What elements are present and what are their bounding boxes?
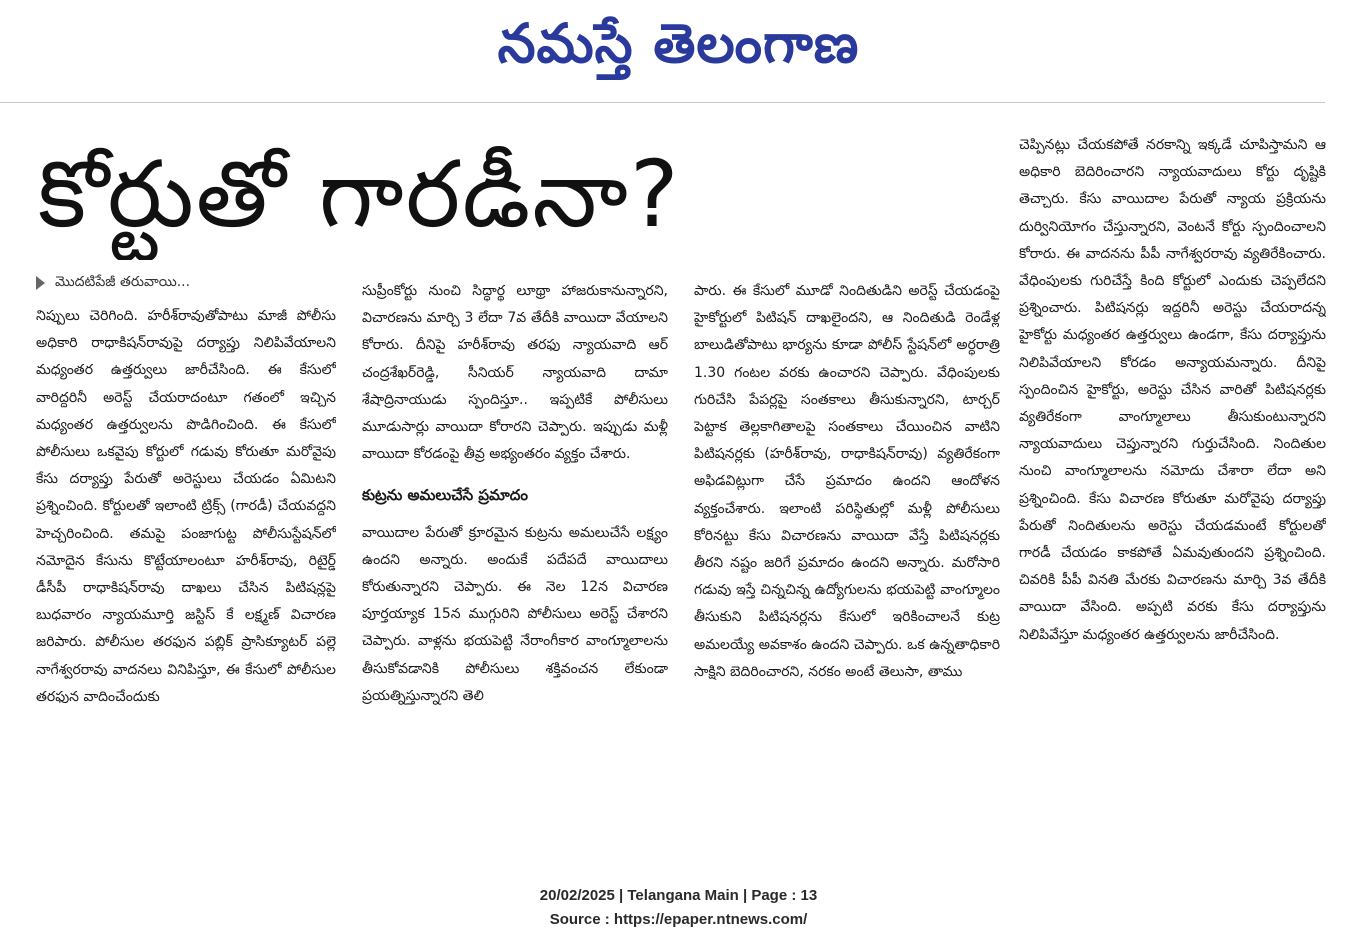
kicker-label: మొదటిపేజీ తరువాయి... xyxy=(55,273,191,290)
newspaper-title: నమస్తే తెలంగాణ xyxy=(497,11,860,75)
article-paragraph: వాయిదాల పేరుతో క్రూరమైన కుట్రను అమలుచేసే లక్ష్యం ఉందని అన్నారు. అందుకే పదేపదే వాయిదాలు కోరుతున్నారని చెప్పారు. ఈ నెల 12న విచారణ పూర్తయ్యాక 15న ముగ్గురిని పోలీసులు అరెస్ట్ చేశారని చెప్పారు. వాళ్లను భయపెట్టి నేరాంగీకార వాంగ్మూలాలను తీసుకోవడానికి పోలీసులు శక్తివంచన లేకుండా ప్రయత్నిస్తున్నారని తెలి xyxy=(362,524,668,704)
article-paragraph: పారు. ఈ కేసులో మూడో నిందితుడిని అరెస్ట్ చేయడంపై హైకోర్టులో పిటిషన్ దాఖలైందని, ఆ నిందితుడి రెండేళ్ల బాలుడితోపాటు భార్యను కూడా పోలీస్ స్టేషన్‌లో అర్ధరాత్రి 1.30 గంటల వరకు ఉంచారని చెప్పారు. వేధింపులకు గురిచేసి పేపర్లపై సంతకాలు తీసుకున్నారని, టార్చర్ పెట్టాక తెల్లకాగితాలపై సంతకాలు చేయించిన వాటిని పిటిషనర్లకు (హరీశ్‌రావు, రాధాకిషన్‌రావు) వ్యతిరేకంగా అఫిడవిట్లుగా చేసే ప్రమాదం ఉందని ఆందోళన వ్యక్తంచేశారు. ఇలాంటి పరిస్థితుల్లో మళ్లీ పోలీసులు కోరినట్టు కేసు విచారణను వాయిదా వేస్తే పిటిషనర్లకు తీరని నష్టం జరిగే ప్రమాదం ఉందని అన్నారు. మరోసారి గడువు ఇస్తే చిన్నచిన్న ఉద్యోగులను భయపెట్టి వాంగ్మూలం తీసుకుని పిటిషనర్లను కేసులో ఇరికించాలనే కుట్ర అమలయ్యే అవకాశం ఉందని చెప్పారు. ఒక ఉన్నతాధికారి సాక్షిని బెదిరించారని, నరకం అంటే తెలుసా, తాము xyxy=(694,283,1000,680)
masthead-divider xyxy=(0,102,1325,103)
footer-edition-info: 20/02/2025 | Telangana Main | Page : 13 xyxy=(539,887,818,904)
article-column-1 xyxy=(36,303,336,803)
article-paragraph: నిప్పులు చెరిగింది. హరీశ్‌రావుతోపాటు మాజీ పోలీసు అధికారి రాధాకిషన్‌రావుపై దర్యాప్తు నిలిపివేయాలని మధ్యంతర ఉత్తర్వులు జారీచేసింది. ఈ కేసులో వారిద్దరినీ అరెస్ట్ చేయరాదంటూ గతంలో ఇచ్చిన మధ్యంతర ఉత్తర్వులను పొడిగించింది. ఈ కేసులో పోలీసులు ఒకవైపు కోర్టులో గడువు కోరుతూ మరోవైపు కేసు దర్యాప్తు పేరుతో అరెస్టులు చేయడం ఏమిటని ప్రశ్నించింది. కోర్టులతో ఇలాంటి ట్రిక్స్ (గారడీ) చేయవద్దని హెచ్చరించింది. తమపై పంజాగుట్ట పోలీసుస్టేషన్‌లో నమోదైన కేసును కొట్టేయాలంటూ హరీశ్‌రావు, రిటైర్డ్ డీసీపీ రాధాకిషన్‌రావు దాఖలు చేసిన పిటిషన్లపై బుధవారం న్యాయమూర్తి జస్టిస్ కే లక్ష్మణ్ విచారణ జరిపారు. పోలీసుల తరఫున పబ్లిక్ ప్రాసిక్యూటర్ పల్లె నాగేశ్వరరావు వాదనలు వినిపిస్తూ, ఈ కేసులో పోలీసుల తరఫున వాదించేందుకు xyxy=(36,308,336,705)
continuation-kicker xyxy=(36,268,336,298)
chevron-right-icon xyxy=(36,276,45,290)
masthead xyxy=(0,0,1357,100)
article-headline: కోర్టుతో గారడీనా? xyxy=(38,141,681,248)
article-column-3 xyxy=(694,278,1000,808)
footer-source: Source : https://epaper.ntnews.com/ xyxy=(549,911,808,928)
article-paragraph: సుప్రీంకోర్టు నుంచి సిద్ధార్థ లూథ్రా హాజరుకానున్నారని, విచారణను మార్చి 3 లేదా 7వ తేదీకి వాయిదా వేయాలని కోరారు. దీనిపై హరీశ్‌రావు తరఫు న్యాయవాది ఆర్ చంద్రశేఖర్‌రెడ్డి, సీనియర్ న్యాయవాది దామా శేషాద్రినాయుడు స్పందిస్తూ.. ఇప్పటికే పోలీసులు మూడుసార్లు వాయిదా కోరారని చెప్పారు. ఇప్పుడు మళ్లీ వాయిదా కోరడంపై తీవ్ర అభ్యంతరం వ్యక్తం చేశారు. xyxy=(362,283,668,463)
article-column-4 xyxy=(1019,132,1326,812)
article-subheading: కుట్రను అమలుచేసే ప్రమాదం xyxy=(362,486,528,505)
article-paragraph: చెప్పినట్లు చేయకపోతే నరకాన్ని ఇక్కడే చూపిస్తామని ఆ అధికారి బెదిరించారని న్యాయవాదులు కోర్టు దృష్టికి తెచ్చారు. కేసు వాయిదాల పేరుతో న్యాయ ప్రక్రియను దుర్వినియోగం చేస్తున్నారని, వెంటనే కోర్టు స్పందించాలని కోరారు. ఈ వాదనను పీపీ నాగేశ్వరరావు వ్యతిరేకించారు. వేధింపులకు గురిచేస్తే కింది కోర్టులో ఎందుకు చెప్పలేదని ప్రశ్నించారు. పిటిషనర్లు ఇద్దరినీ అరెస్టు చేయరాదన్న హైకోర్టు మధ్యంతర ఉత్తర్వులు ఉండగా, కేసు దర్యాప్తును నిలిపివేయాలని కోరడం అన్యాయమన్నారు. దీనిపై స్పందించిన హైకోర్టు, అరెస్టు చేసిన వారితో పిటిషనర్లకు వ్యతిరేకంగా వాంగ్మూలాలు తీసుకుంటున్నారని న్యాయవాదులు చెప్తున్నారని గుర్తుచేసింది. నిందితుల నుంచి వాంగ్మూలాలను నమోదు చేశారా లేదా అని ప్రశ్నించింది. కేసు విచారణ కోరుతూ మరోవైపు దర్యాప్తు పేరుతో నిందితులను అరెస్టు చేయడమంటే కోర్టులతో గారడీ చేయడం కాకపోతే ఏమవుతుందని ప్రశ్నించింది. చివరికి పీపీ వినతి మేరకు విచారణను మార్చి 3వ తేదీకి వాయిదా వేసింది. అప్పటి వరకు కేసు దర్యాప్తును నిలిపివేస్తూ మధ్యంతర ఉత్తర్వులను జారీచేసింది. xyxy=(1019,137,1326,643)
article-column-2 xyxy=(362,278,668,808)
